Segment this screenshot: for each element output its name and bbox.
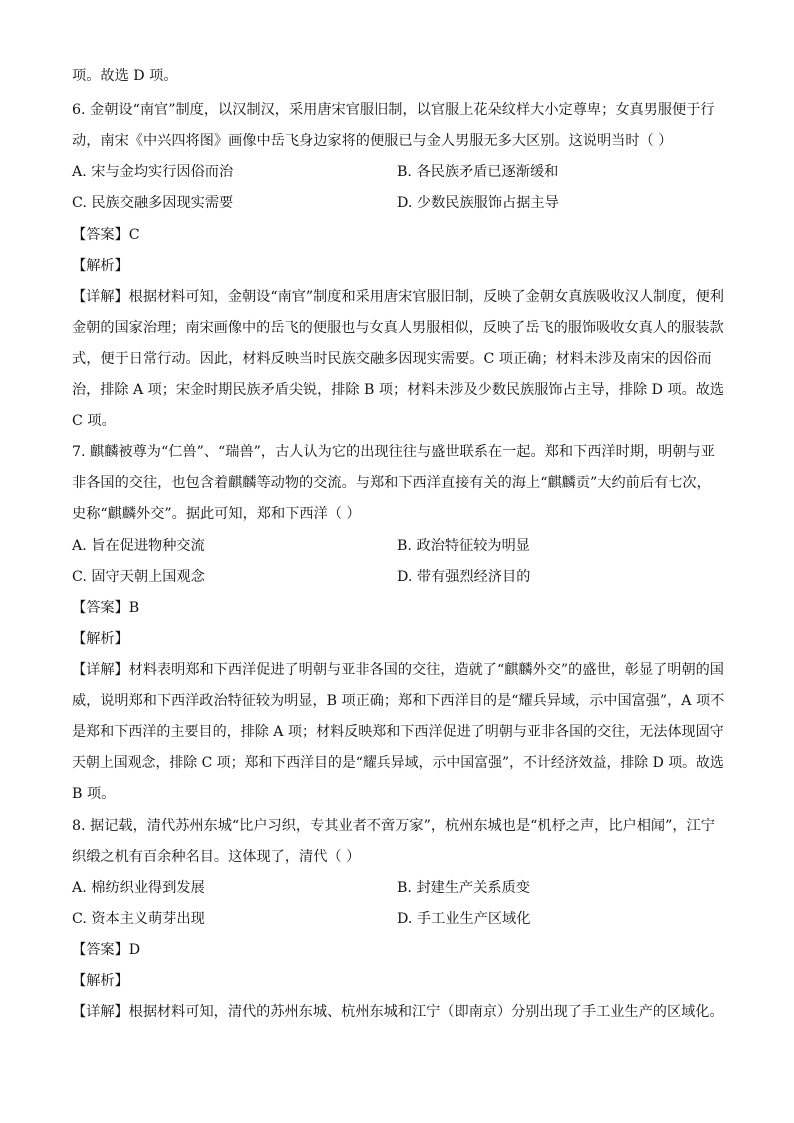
q6-option-b: B. 各民族矛盾已逐渐缓和 — [397, 164, 559, 180]
q7-option-c: C. 固守天朝上国观念 — [72, 569, 205, 585]
q8-option-a: A. 棉纺织业得到发展 — [72, 880, 205, 896]
q8-stem-line-2: 织缎之机有百余种名目。这体现了，清代（ ） — [72, 849, 361, 865]
q6-analysis-label: 【解析】 — [72, 258, 129, 274]
q7-analysis-label: 【解析】 — [72, 631, 129, 647]
q7-option-a: A. 旨在促进物种交流 — [72, 538, 205, 554]
previous-answer-tail: 项。故选 D 项。 — [72, 68, 178, 84]
q7-option-d: D. 带有强烈经济目的 — [397, 569, 531, 585]
q7-detail-line-4: 天朝上国观念，排除 C 项；郑和下西洋目的是“耀兵异域，示中国富强”，不计经济效益，排除 D 项。故选 — [72, 755, 724, 771]
q6-detail-line-2: 金朝的国家治理；南宋画像中的岳飞的便服也与女真人男服相似，反映了岳飞的服饰吸收女真人的服装款 — [72, 320, 724, 336]
q8-option-d: D. 手工业生产区域化 — [397, 911, 531, 927]
q6-stem-line-1: 6. 金朝设“南官”制度，以汉制汉，采用唐宋官服旧制，以官服上花朵纹样大小定尊卑；女真男服便于行 — [72, 102, 715, 118]
q6-detail-line-3: 式，便于日常行动。因此，材料反映当时民族交融多因现实需要。C 项正确；材料未涉及南宋的因俗而 — [72, 351, 712, 367]
q6-detail-line-5: C 项。 — [72, 413, 116, 429]
q6-detail-line-1: 【详解】根据材料可知，金朝设“南官”制度和采用唐宋官服旧制，反映了金朝女真族吸收汉人制度，便利 — [72, 289, 724, 305]
q7-stem-line-3: 史称“麒麟外交”。据此可知，郑和下西洋（ ） — [72, 506, 361, 522]
q7-option-b: B. 政治特征较为明显 — [397, 538, 530, 554]
q6-detail-line-4: 治，排除 A 项；宋金时期民族矛盾尖锐，排除 B 项；材料未涉及少数民族服饰占主导，排除 D 项。故选 — [72, 382, 724, 398]
q8-option-b: B. 封建生产关系质变 — [397, 880, 530, 896]
q7-detail-line-5: B 项。 — [72, 786, 116, 802]
q7-stem-line-2: 非各国的交往，也包含着麒麟等动物的交流。与郑和下西洋直接有关的海上“麒麟贡”大约前后有七次， — [72, 475, 711, 491]
q6-option-c: C. 民族交融多因现实需要 — [72, 195, 234, 211]
q6-option-d: D. 少数民族服饰占据主导 — [397, 195, 559, 211]
q6-answer: 【答案】C — [72, 227, 140, 243]
q7-detail-line-1: 【详解】材料表明郑和下西洋促进了明朝与亚非各国的交往，造就了“麒麟外交”的盛世，彰显了明朝的国 — [72, 662, 724, 678]
q6-stem-line-2: 动，南宋《中兴四将图》画像中岳飞身边家将的便服已与金人男服无多大区别。这说明当时（ ） — [72, 133, 673, 149]
q8-option-c: C. 资本主义萌芽出现 — [72, 911, 205, 927]
q7-detail-line-3: 是郑和下西洋的主要目的，排除 A 项；材料反映郑和下西洋促进了明朝与亚非各国的交往，无法体现固守 — [72, 724, 724, 740]
q8-analysis-label: 【解析】 — [72, 973, 129, 989]
q7-stem-line-1: 7. 麒麟被尊为“仁兽”、“瑞兽”，古人认为它的出现往往与盛世联系在一起。郑和下西洋时期，明朝与亚 — [72, 444, 715, 460]
q7-answer: 【答案】B — [72, 600, 140, 616]
q8-detail-line-1: 【详解】根据材料可知，清代的苏州东城、杭州东城和江宁（即南京）分别出现了手工业生产的区域化。 — [72, 1004, 724, 1020]
q8-answer: 【答案】D — [72, 942, 141, 958]
q6-option-a: A. 宋与金均实行因俗而治 — [72, 164, 234, 180]
q7-detail-line-2: 威，说明郑和下西洋政治特征较为明显，B 项正确；郑和下西洋目的是“耀兵异域，示中国富强”，A 项不 — [72, 693, 725, 709]
q8-stem-line-1: 8. 据记载，清代苏州东城“比户习织，专其业者不啻万家”，杭州东城也是“机杼之声，比户相闻”，江宁 — [72, 818, 715, 834]
